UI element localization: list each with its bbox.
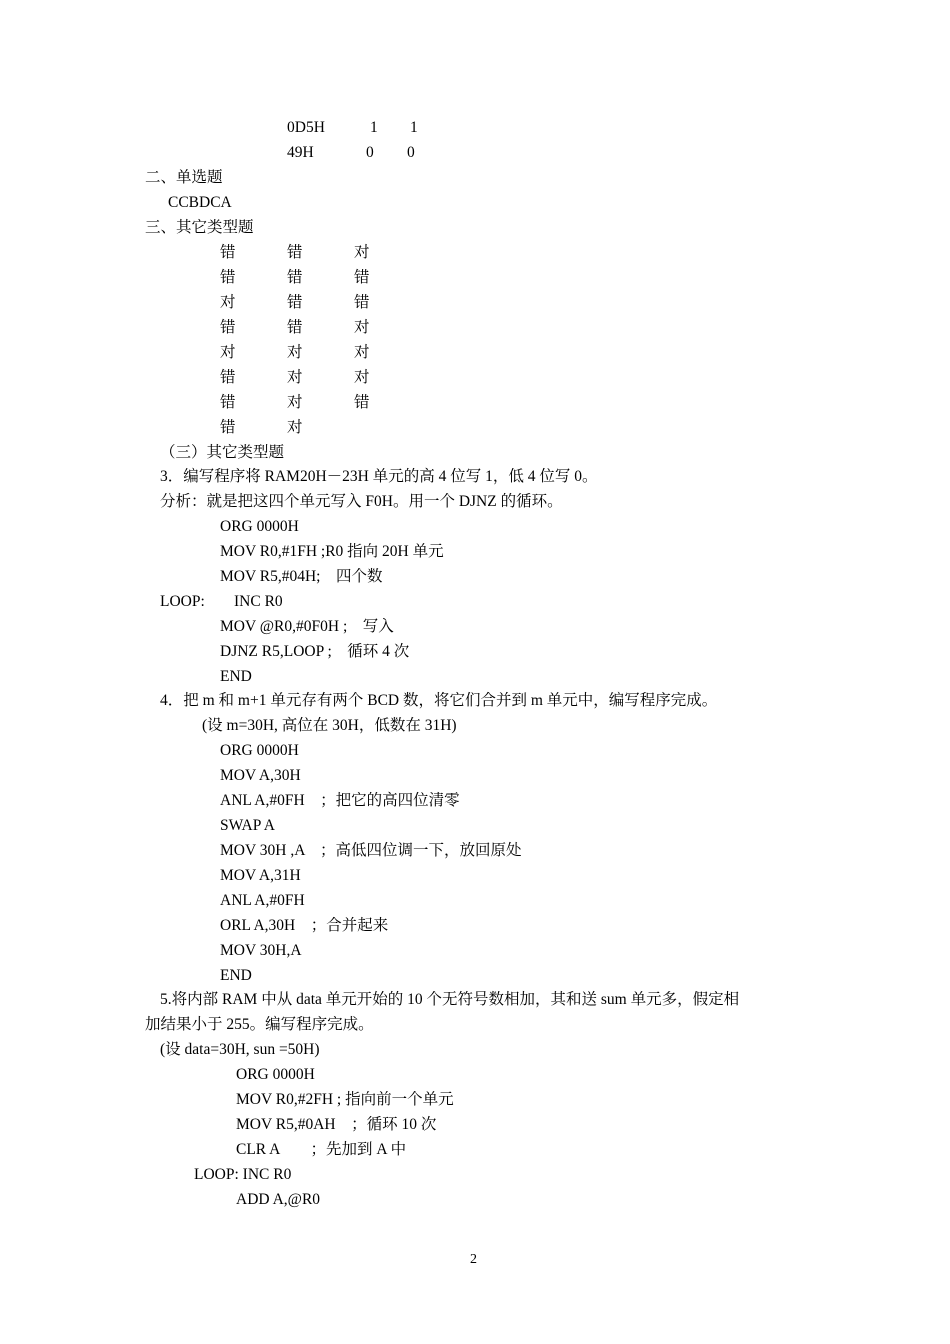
table-cell: 0 [407, 144, 415, 161]
page-number: 2 [470, 1252, 477, 1267]
subheading: （三）其它类型题 [160, 444, 285, 461]
code-line: ADD A,@R0 [236, 1191, 321, 1208]
code-line: MOV R0,#2FH ; 指向前一个单元 [236, 1091, 454, 1108]
grid-cell: 错 [354, 294, 370, 311]
code-line: SWAP A [220, 817, 275, 834]
analysis-text: 分析：就是把这四个单元写入 F0H。用一个 DJNZ 的循环。 [160, 493, 563, 510]
grid-cell: 对 [287, 419, 303, 436]
grid-cell: 对 [354, 369, 370, 386]
grid-cell: 对 [220, 294, 236, 311]
grid-cell: 错 [354, 269, 370, 286]
grid-cell: 对 [287, 344, 303, 361]
question-5: 5.将内部 RAM 中从 data 单元开始的 10 个无符号数相加，其和送 sum 单元多，假定相 [160, 991, 740, 1008]
code-line: DJNZ R5,LOOP ; 循环 4 次 [220, 643, 410, 660]
grid-cell: 错 [287, 294, 303, 311]
grid-cell: 对 [287, 394, 303, 411]
grid-cell: 错 [287, 269, 303, 286]
code-line: MOV A,30H [220, 767, 301, 784]
code-line: MOV A,31H [220, 867, 301, 884]
code-line: ANL A,#0FH ；把它的高四位清零 [220, 792, 460, 809]
question-3: 3．编写程序将 RAM20H－23H 单元的高 4 位写 1，低 4 位写 0。 [160, 468, 598, 485]
code-line: ORG 0000H [220, 518, 299, 535]
grid-cell: 错 [220, 319, 236, 336]
code-line: ORL A,30H ；合并起来 [220, 917, 389, 934]
code-line: END [220, 668, 252, 685]
grid-cell: 错 [354, 394, 370, 411]
code-line: INC R0 [234, 593, 283, 610]
code-line: LOOP: INC R0 [194, 1166, 292, 1183]
code-line: MOV 30H,A [220, 942, 302, 959]
code-line: ORG 0000H [220, 742, 299, 759]
table-cell: 1 [370, 119, 378, 136]
code-line: MOV R0,#1FH ;R0 指向 20H 单元 [220, 543, 444, 560]
grid-cell: 错 [287, 244, 303, 261]
grid-cell: 错 [220, 269, 236, 286]
answer-text: CCBDCA [168, 194, 232, 211]
grid-cell: 对 [354, 319, 370, 336]
code-line: MOV @R0,#0F0H ; 写入 [220, 618, 394, 635]
section-heading: 二、单选题 [145, 169, 223, 186]
assumption-text: (设 data=30H, sun =50H) [160, 1041, 320, 1058]
code-line: MOV R5,#0AH ；循环 10 次 [236, 1116, 437, 1133]
code-line: ANL A,#0FH [220, 892, 305, 909]
code-line: MOV 30H ,A ；高低四位调一下，放回原处 [220, 842, 522, 859]
grid-cell: 对 [354, 344, 370, 361]
grid-cell: 错 [220, 369, 236, 386]
grid-cell: 对 [220, 344, 236, 361]
grid-cell: 错 [220, 394, 236, 411]
code-line: CLR A ；先加到 A 中 [236, 1141, 407, 1158]
table-cell: 1 [410, 119, 418, 136]
question-4: 4．把 m 和 m+1 单元存有两个 BCD 数，将它们合并到 m 单元中，编写程序完成。 [160, 692, 718, 709]
loop-label: LOOP: [160, 593, 205, 610]
grid-cell: 对 [287, 369, 303, 386]
grid-cell: 错 [220, 244, 236, 261]
section-heading: 三、其它类型题 [145, 219, 254, 236]
question-5-cont: 加结果小于 255。编写程序完成。 [145, 1016, 374, 1033]
assumption-text: (设 m=30H, 高位在 30H，低数在 31H) [202, 717, 457, 734]
code-line: ORG 0000H [236, 1066, 315, 1083]
table-cell: 0D5H [287, 119, 325, 136]
grid-cell: 错 [287, 319, 303, 336]
grid-cell: 对 [354, 244, 370, 261]
grid-cell: 错 [220, 419, 236, 436]
code-line: END [220, 967, 252, 984]
table-cell: 0 [366, 144, 374, 161]
table-cell: 49H [287, 144, 314, 161]
code-line: MOV R5,#04H; 四个数 [220, 568, 383, 585]
